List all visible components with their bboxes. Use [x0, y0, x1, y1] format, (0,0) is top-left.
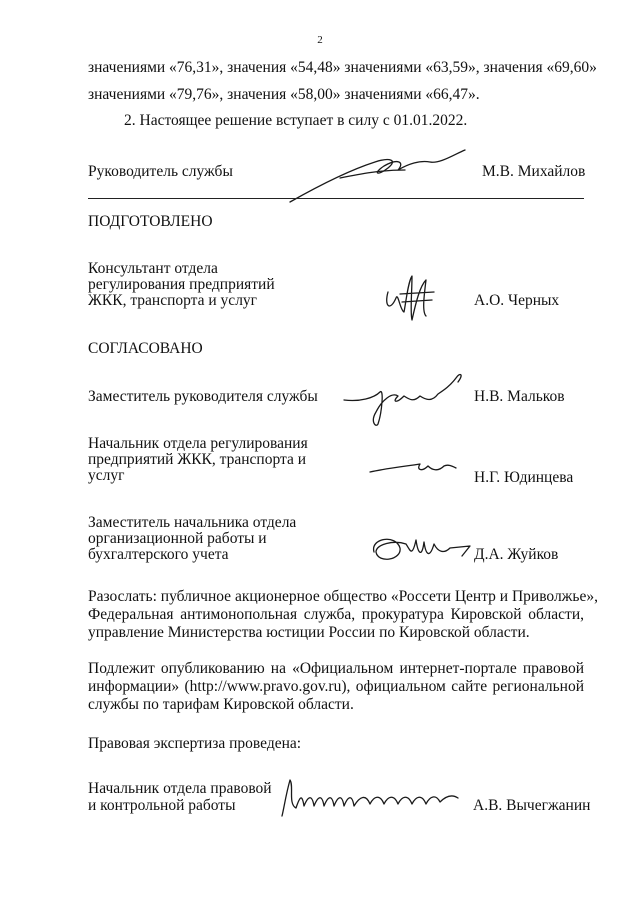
- legal-role-line: Начальник отдела правовой: [88, 780, 272, 797]
- body-line-1: значениями «76,31», значения «54,48» значениями «63,59», значения «69,60»: [88, 59, 597, 76]
- legal-name: А.В. Вычегжанин: [473, 797, 591, 814]
- distribution-line-1: Разослать: публичное акционерное общество «Россети Центр и Приволжье»,: [88, 588, 598, 605]
- legal-role-line: и контрольной работы: [88, 797, 236, 814]
- agreed-role-line: предприятий ЖКК, транспорта и: [88, 451, 306, 468]
- legal-signature: [276, 774, 462, 824]
- agreed-name-2: Н.Г. Юдинцева: [474, 469, 574, 486]
- agreed-role-line: Начальник отдела регулирования: [88, 435, 308, 452]
- agreed-role-line: Заместитель начальника отдела: [88, 514, 297, 531]
- distribution-line-2: Федеральная антимонопольная служба, прокуратура Кировской области,: [88, 606, 584, 623]
- agreed-signature-3: [366, 530, 476, 570]
- agreed-signature-2: [368, 452, 460, 482]
- agreed-signature-1: [340, 362, 470, 432]
- agreed-role-line: бухгалтерского учета: [88, 546, 229, 563]
- prepared-name: А.О. Черных: [474, 292, 560, 309]
- agreed-heading: СОГЛАСОВАНО: [88, 340, 203, 357]
- page-number: 2: [317, 34, 323, 46]
- prepared-role-line: ЖКК, транспорта и услуг: [88, 292, 258, 309]
- publication-line-2: информации» (http://www.pravo.gov.ru), официальном сайте региональной: [88, 678, 584, 695]
- head-role: Руководитель службы: [88, 163, 233, 180]
- decision-effective-date: 2. Настоящее решение вступает в силу с 01.01.2022.: [124, 112, 468, 129]
- agreed-name-1: Н.В. Мальков: [474, 388, 565, 405]
- agreed-role-line: услуг: [88, 467, 125, 484]
- head-name: М.В. Михайлов: [482, 163, 586, 180]
- prepared-heading: ПОДГОТОВЛЕНО: [88, 213, 213, 230]
- publication-line-1: Подлежит опубликованию на «Официальном интернет-портале правовой: [88, 660, 584, 677]
- prepared-role-line: Консультант отдела: [88, 260, 218, 277]
- publication-line-3: службы по тарифам Кировской области.: [88, 696, 354, 713]
- agreed-role-line: организационной работы и: [88, 530, 267, 547]
- prepared-signature: [382, 272, 442, 327]
- agreed-name-3: Д.А. Жуйков: [474, 546, 559, 563]
- distribution-line-3: управление Министерства юстиции России по Кировской области.: [88, 624, 530, 641]
- agreed-role-line: Заместитель руководителя службы: [88, 388, 318, 405]
- separator-line: [88, 198, 584, 199]
- legal-review-text: Правовая экспертиза проведена:: [88, 735, 302, 752]
- body-line-2: значениями «79,76», значения «58,00» значениями «66,47».: [88, 86, 480, 103]
- prepared-role-line: регулирования предприятий: [88, 276, 275, 293]
- head-signature: [280, 140, 470, 210]
